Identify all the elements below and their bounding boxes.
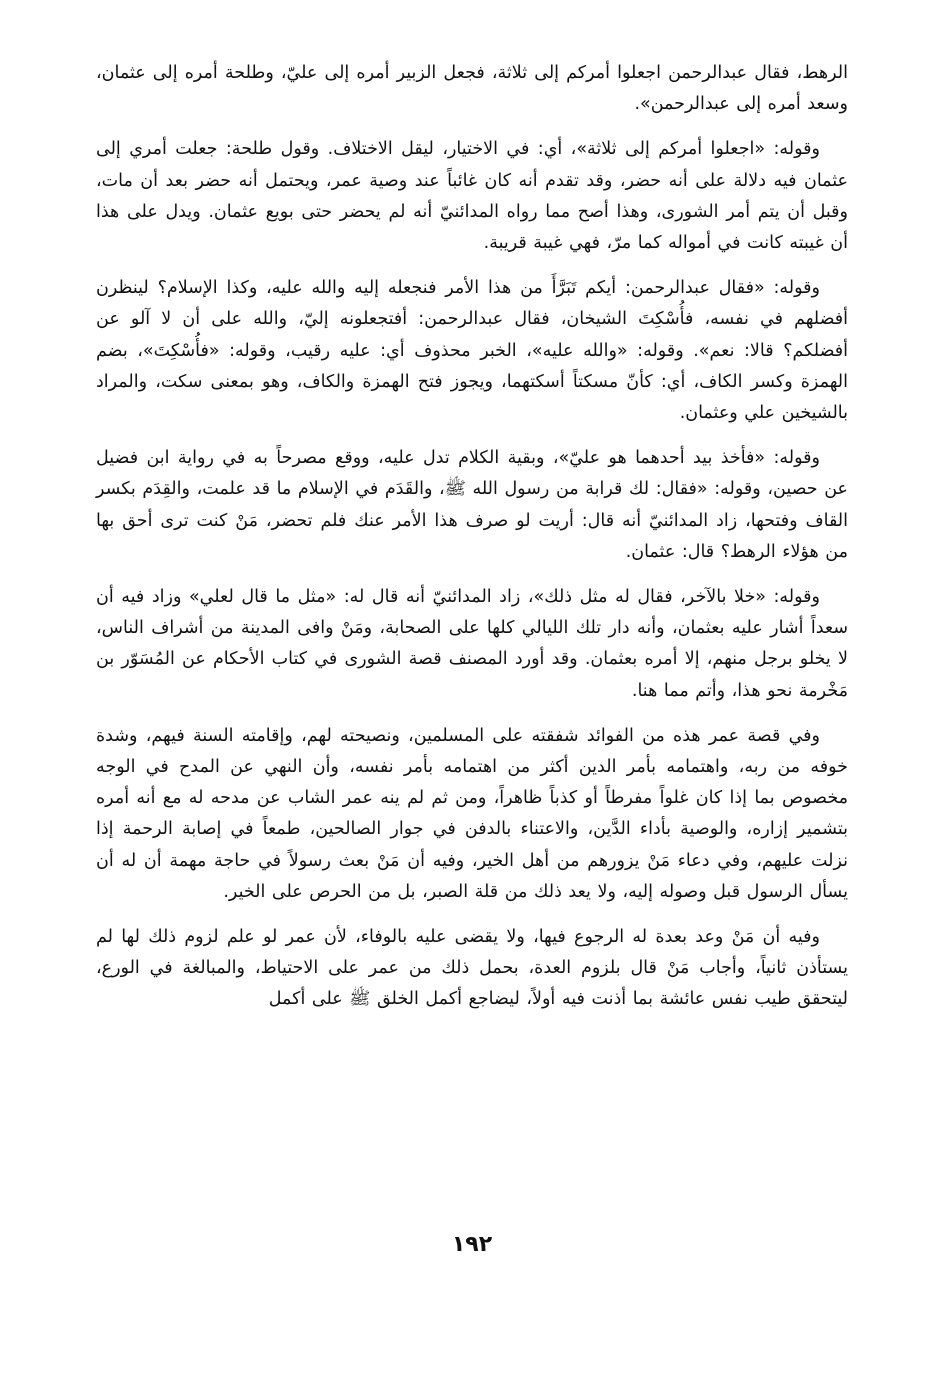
paragraph-6: وفي قصة عمر هذه من الفوائد شفقته على المسلمين، ونصيحته لهم، وإقامته السنة فيهم، وشدة خوفه من ربه، واهتمامه بأمر الدين أكثر من اهتمامه بأمر نفسه، وأن النهي عن المدح في الوجه مخصوص بما إذا كان غلواً مفرطاً أو كذباً ظاهراً، ومن ثم لم ينه عمر الشاب عن مدحه له مع أنه أمره بتشمير إزاره، والوصية بأداء الدَّين، والاعتناء بالدفن في جوار الصالحين، طمعاً في إصابة الرحمة إذا نزلت عليهم، وفي دعاء مَنْ يزورهم من أهل الخير، وفيه أن مَنْ بعث رسولاً في حاجة مهمة أن له أن يسأل الرسول قبل وصوله إليه، ولا يعد ذلك من قلة الصبر، بل من الحرص على الخير.	[96, 725, 848, 902]
paragraph-7: وفيه أن مَنْ وعد بعدة له الرجوع فيها، ولا يقضى عليه بالوفاء، لأن عمر لو علم لزوم ذلك لها لم يستأذن ثانياً، وأجاب مَنْ قال بلزوم العدة، بحمل ذلك من عمر على الاحتياط، والمبالغة في الورع، ليتحقق طيب نفس عائشة بما أذنت فيه أولاً، ليضاجع أكمل الخلق ﷺ على أكمل	[96, 927, 848, 1010]
paragraph-5: وقوله: «خلا بالآخر، فقال له مثل ذلك»، زاد المدائنيّ أنه قال له: «مثل ما قال لعلي» وزاد فيه أن سعداً أشار عليه بعثمان، وأنه دار تلك الليالي كلها على الصحابة، ومَنْ وافى المدينة من أشراف الناس، لا يخلو برجل منهم، إلا أمره بعثمان. وقد أورد المصنف قصة الشورى في كتاب الأحكام عن المُسَوّر بن مَخْرمة نحو هذا، وأتم مما هنا.	[96, 587, 848, 701]
page-body	[96, 58, 848, 1308]
paragraph-2: وقوله: «اجعلوا أمركم إلى ثلاثة»، أي: في الاختيار، ليقل الاختلاف. وقول طلحة: جعلت أمري إلى عثمان فيه دلالة على أنه حضر، وقد تقدم أنه كان غائباً عند وصية عمر، ويحتمل أنه حضر بعد أن مات، وقبل أن يتم أمر الشورى، وهذا أصح مما رواه المدائنيّ أنه لم يحضر حتى بويع عثمان. ويدل على هذا أن غيبته كانت في أمواله كما مرّ، فهي غيبة قريبة.	[96, 139, 848, 254]
page-number: ١٩٢	[451, 1232, 493, 1257]
paragraph-3: وقوله: «فقال عبدالرحمن: أيكم تَبَرَّأَ من هذا الأمر فنجعله إليه والله عليه، وكذا الإسلام؟ لينظرن أفضلهم في نفسه، فأُسْكِتَ الشيخان، فقال عبدالرحمن: أفتجعلونه إليّ، والله على أن لا آلو عن أفضلكم؟ قالا: نعم». وقوله: «والله عليه»، الخبر محذوف أي: عليه رقيب، وقوله: «فأُسْكِتَ»، بضم الهمزة وكسر الكاف، أي: كأنّ مسكتاً أسكتهما، ويجوز فتح الهمزة والكاف، وهو بمعنى سكت، والمراد بالشيخين علي وعثمان.	[96, 278, 848, 424]
paragraph-1: الرهط، فقال عبدالرحمن اجعلوا أمركم إلى ثلاثة، فجعل الزبير أمره إلى عليّ، وطلحة أمره إلى عثمان، وسعد أمره إلى عبدالرحمن».	[96, 63, 848, 115]
paragraph-4: وقوله: «فأخذ بيد أحدهما هو عليّ»، وبقية الكلام تدل عليه، ووقع مصرحاً به في رواية ابن فضيل عن حصين، وقوله: «فقال: لك قرابة من رسول الله ﷺ، والقَدَم في الإسلام ما قد علمت، والقِدَم بكسر القاف وفتحها، زاد المدائنيّ أنه قال: أريت لو صرف هذا الأمر عنك فلم تحضر، مَنْ كنت ترى أحق بها من هؤلاء الرهط؟ قال: عثمان.	[96, 448, 848, 562]
